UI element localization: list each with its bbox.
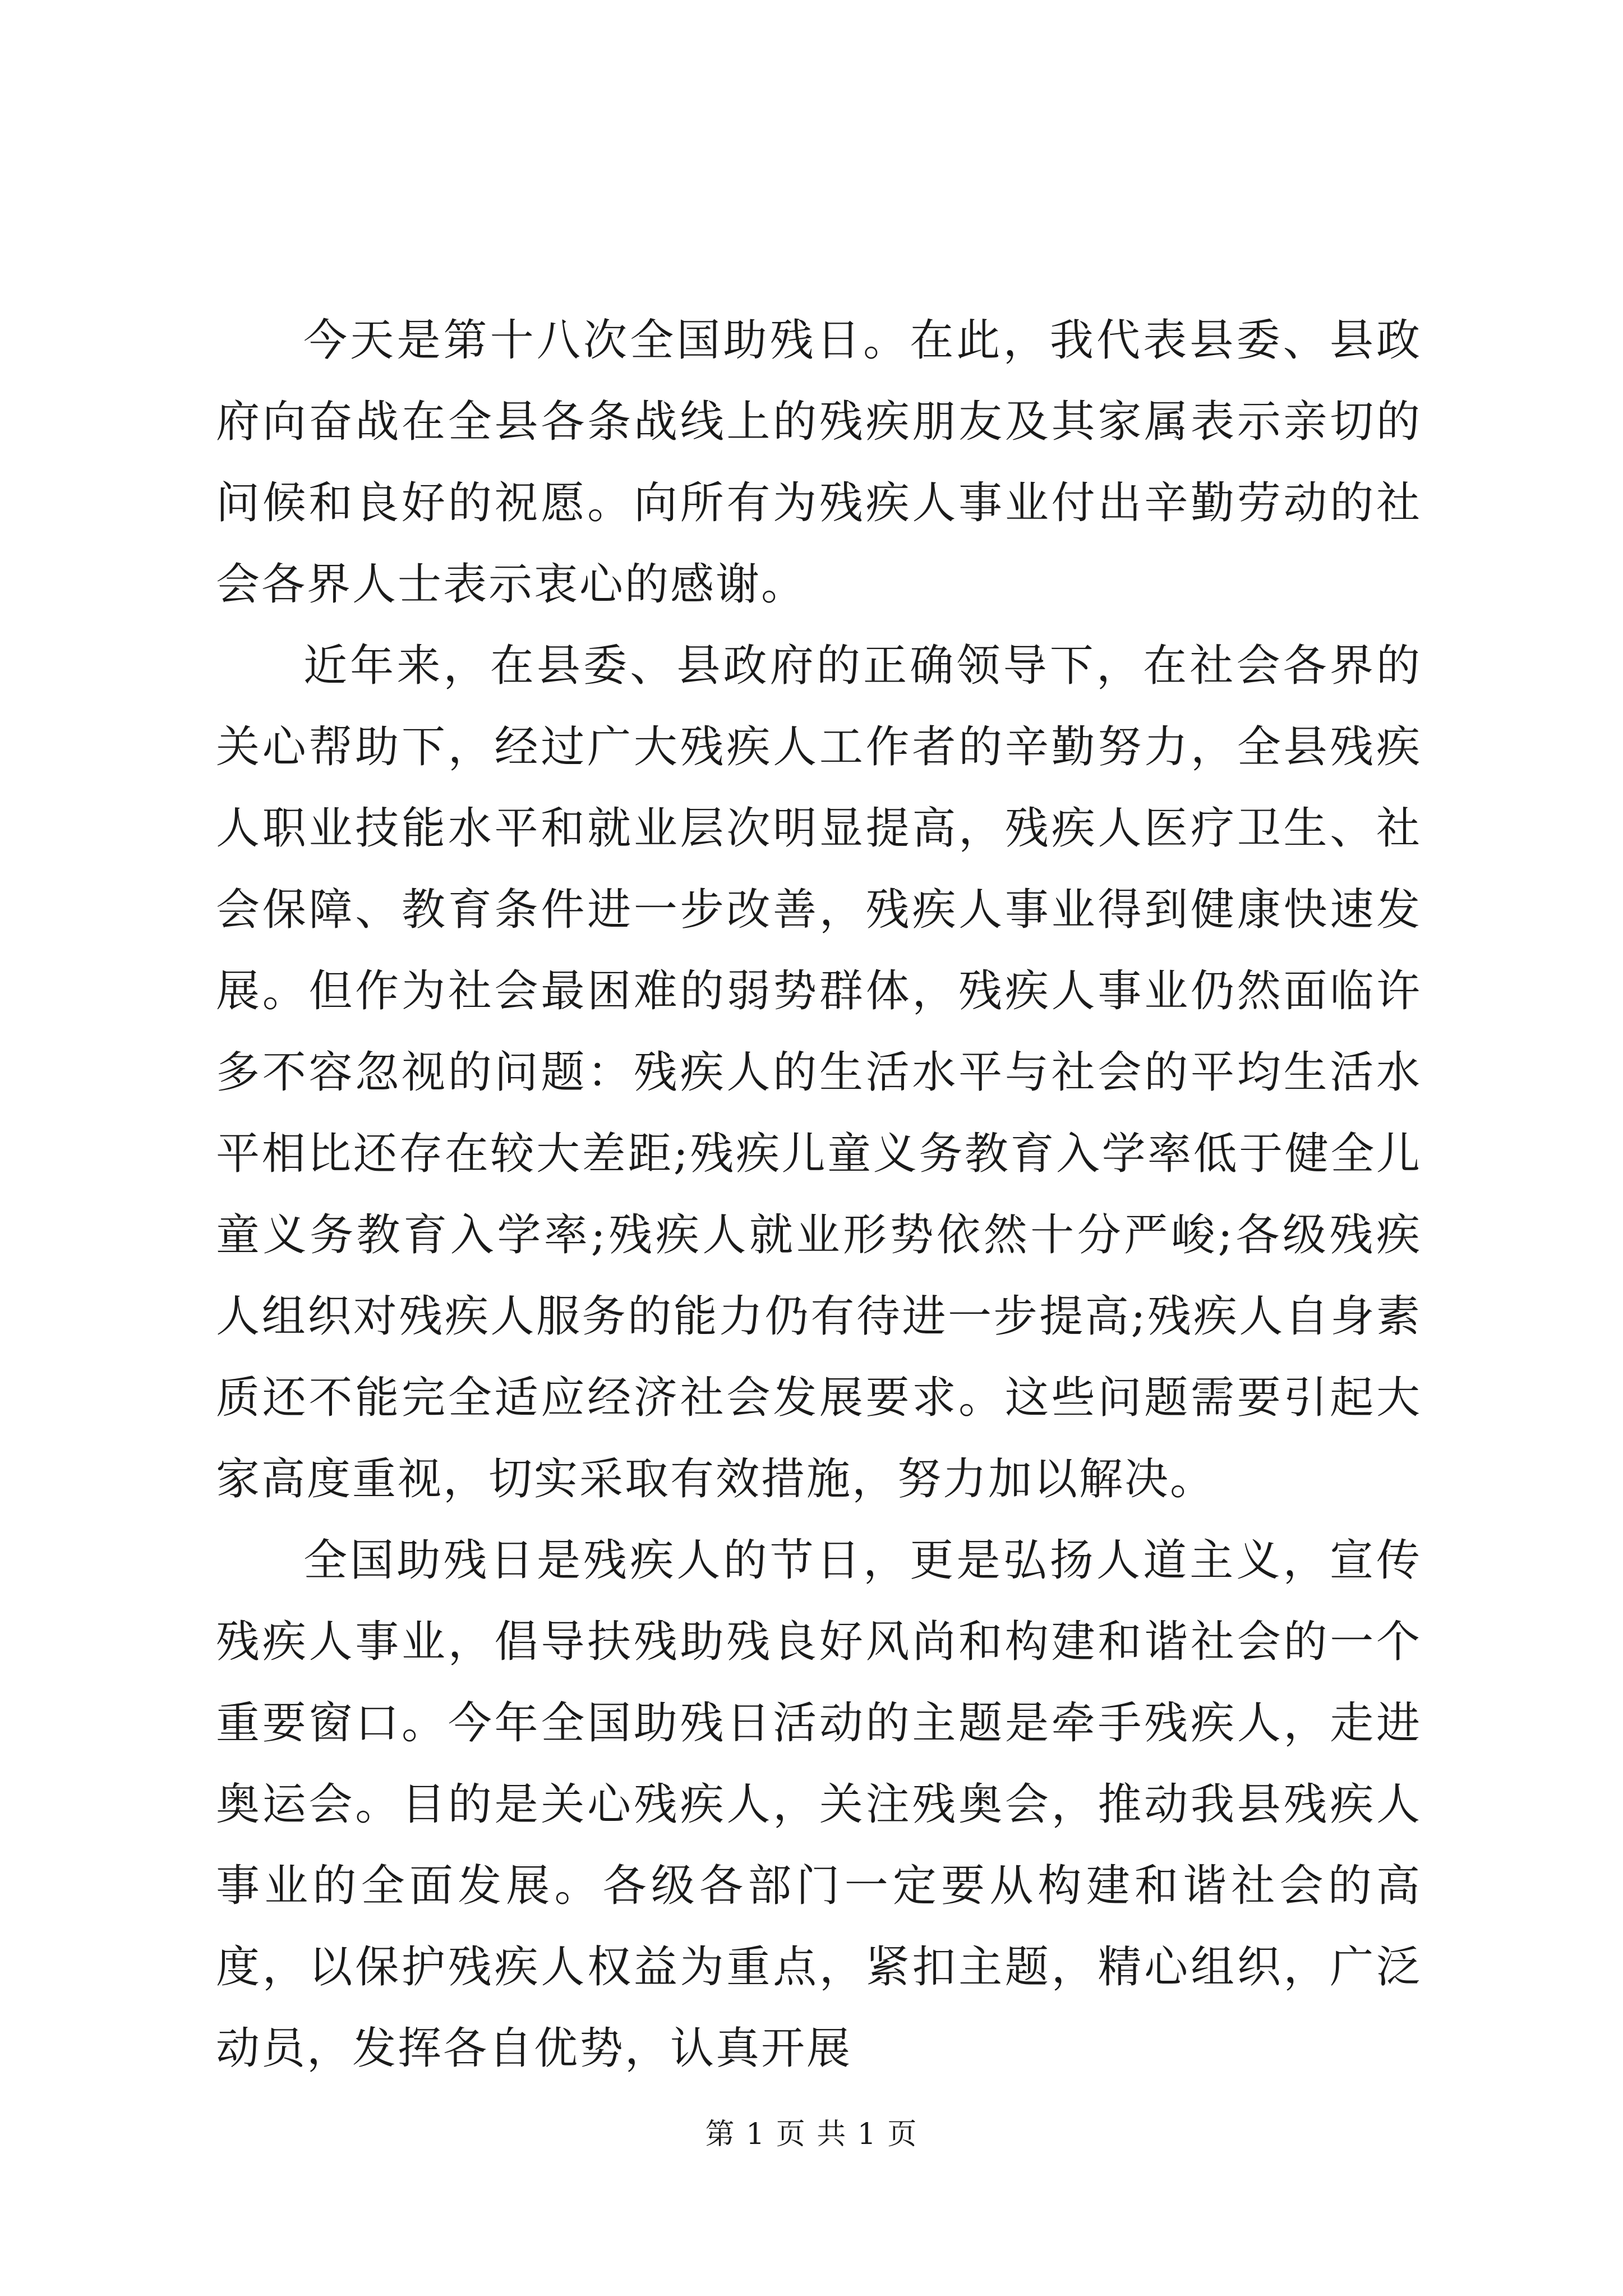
paragraph-1: 今天是第十八次全国助残日。在此，我代表县委、县政府向奋战在全县各条战线上的残疾朋友及其家属表示亲切的问候和良好的祝愿。向所有为残疾人事业付出辛勤劳动的社会各界人士表示衷心的感谢。	[216, 315, 1422, 610]
page-number-footer: 第 1 页 共 1 页	[705, 2118, 918, 2151]
document-body	[216, 300, 1422, 2090]
paragraph-2: 近年来，在县委、县政府的正确领导下，在社会各界的关心帮助下，经过广大残疾人工作者的辛勤努力，全县残疾人职业技能水平和就业层次明显提高，残疾人医疗卫生、社会保障、教育条件进一步改善，残疾人事业得到健康快速发展。但作为社会最困难的弱势群体，残疾人事业仍然面临许多不容忽视的问题：残疾人的生活水平与社会的平均生活水平相比还存在较大差距;残疾儿童义务教育入学率低于健全儿童义务教育入学率;残疾人就业形势依然十分严峻;各级残疾人组织对残疾人服务的能力仍有待进一步提高;残疾人自身素质还不能完全适应经济社会发展要求。这些问题需要引起大家高度重视，切实采取有效措施，努力加以解决。	[216, 641, 1422, 1504]
paragraph-3: 全国助残日是残疾人的节日，更是弘扬人道主义，宣传残疾人事业，倡导扶残助残良好风尚和构建和谐社会的一个重要窗口。今年全国助残日活动的主题是牵手残疾人，走进奥运会。目的是关心残疾人，关注残奥会，推动我县残疾人事业的全面发展。各级各部门一定要从构建和谐社会的高度，以保护残疾人权益为重点，紧扣主题，精心组织，广泛动员，发挥各自优势，认真开展	[216, 1535, 1422, 2074]
